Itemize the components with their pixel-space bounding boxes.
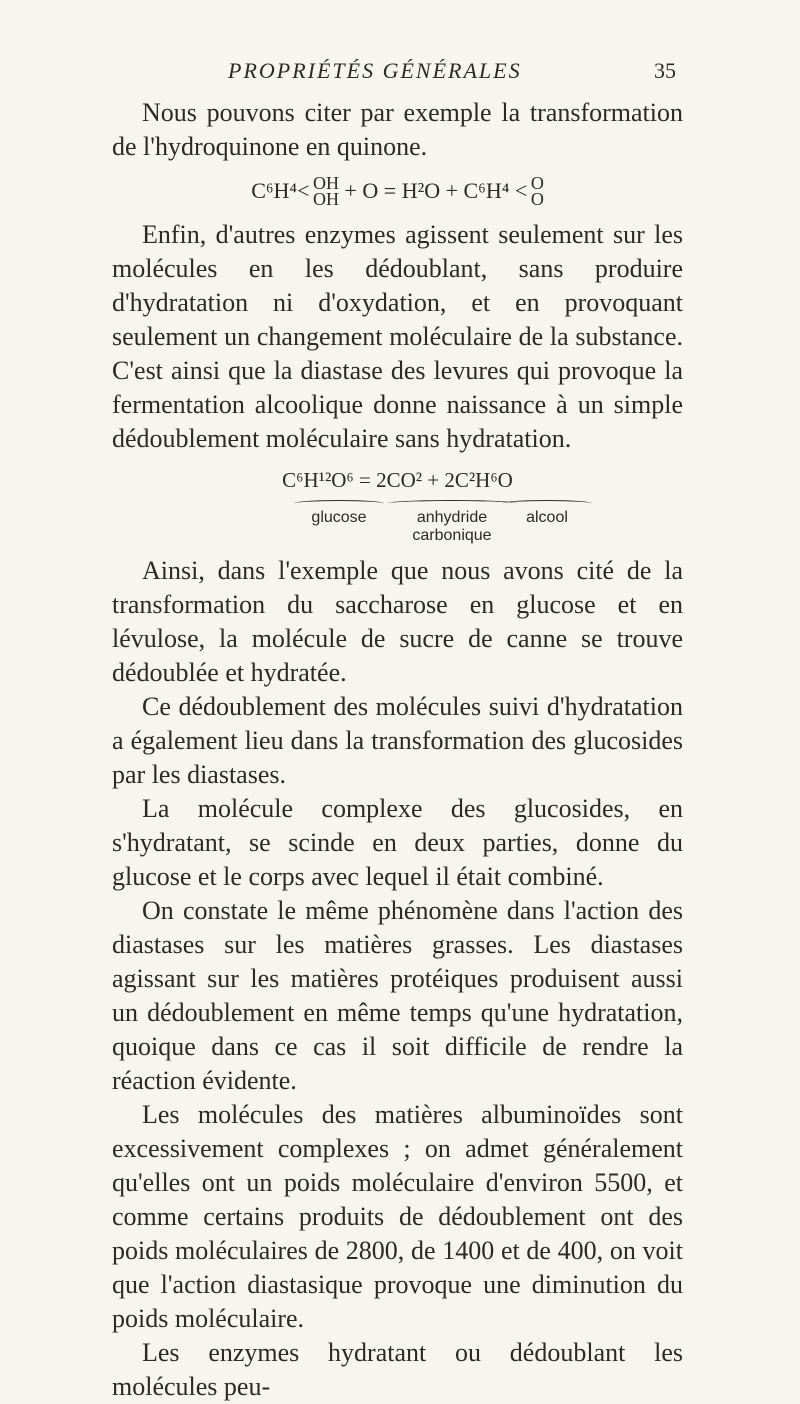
label-anhydride-group (387, 500, 517, 545)
paragraph-5: La molécule complexe des glucosides, en s'hydratant, se scinde en deux parties, donne du glucose et le corps avec lequel il était combiné. (112, 794, 683, 891)
paragraph-1: Nous pouvons citer par exemple la transformation de l'hydroquinone en quinone. (112, 98, 683, 161)
label-alcool-group (502, 500, 592, 527)
label-alcool: alcool (526, 509, 568, 526)
formula-left-bottom: OH (313, 188, 340, 209)
formula-left-top: OH (313, 172, 340, 193)
label-anhydride: anhydride (416, 509, 488, 526)
formula-left-stack (313, 172, 340, 209)
paragraph-6: On constate le même phénomène dans l'action des diastases sur les matières grasses. Les diastases agissant sur les matières protéiques produisent aussi un dédoublement en même temps qu'une hydratation, quoique dans ce cas il soit difficile de rendre la réaction évidente. (112, 896, 683, 1095)
formula-middle: + O = H²O + (344, 177, 458, 203)
paragraph-2: Enfin, d'autres enzymes agissent seulement sur les molécules en les dédoublant, sans produire d'hydratation ni d'oxydation, et en provoquant seulement un changement moléculaire de la substance. C'est ainsi que la diastase des levures qui provoque la fermentation alcoolique donne naissance à un simple dédoublement moléculaire sans hydratation. (112, 220, 683, 453)
brace-glucose (294, 500, 384, 507)
fermentation-equation: C⁶H¹²O⁶ = 2CO² + 2C²H⁶O (282, 468, 513, 492)
paragraph-3: Ainsi, dans l'exemple que nous avons cité de la transformation du saccharose en glucose et en lévulose, la molécule de sucre de canne se trouve dédoublée et hydratée. (112, 556, 683, 687)
formula-right-base: C⁶H⁴ < (463, 177, 528, 203)
label-carbonique: carbonique (412, 527, 492, 544)
label-glucose: glucose (311, 509, 367, 526)
formula-hydroquinone: C⁶H⁴< OH OH + O = H²O + C⁶H⁴ < O O (251, 172, 544, 209)
label-glucose-group (294, 500, 384, 527)
page-number: 35 (654, 58, 676, 83)
running-title: PROPRIÉTÉS GÉNÉRALES (228, 58, 522, 83)
formula-right-bottom: O (530, 188, 544, 209)
body-text (112, 96, 683, 1404)
brace-anhydride (387, 500, 517, 507)
paragraph-7: Les molécules des matières albuminoïdes sont excessivement complexes ; on admet généralement qu'elles ont un poids moléculaire d'environ 5500, et comme certains produits de dédoublement ont des poids moléculaires de 2800, de 1400 et de 400, on voit que l'action diastasique provoque une diminution du poids moléculaire. (112, 1100, 683, 1333)
paragraph-4: Ce dédoublement des molécules suivi d'hydratation a également lieu dans la transformation des glucosides par les diastases. (112, 692, 683, 789)
formula-right-top: O (530, 172, 544, 193)
page-header (0, 58, 800, 88)
formula-fermentation (112, 466, 683, 550)
paragraph-8: Les enzymes hydratant ou dédoublant les molécules peu- (112, 1338, 683, 1401)
formula-left-base: C⁶H⁴ (251, 177, 298, 203)
formula-right-stack (530, 172, 544, 209)
brace-alcool (502, 500, 592, 507)
